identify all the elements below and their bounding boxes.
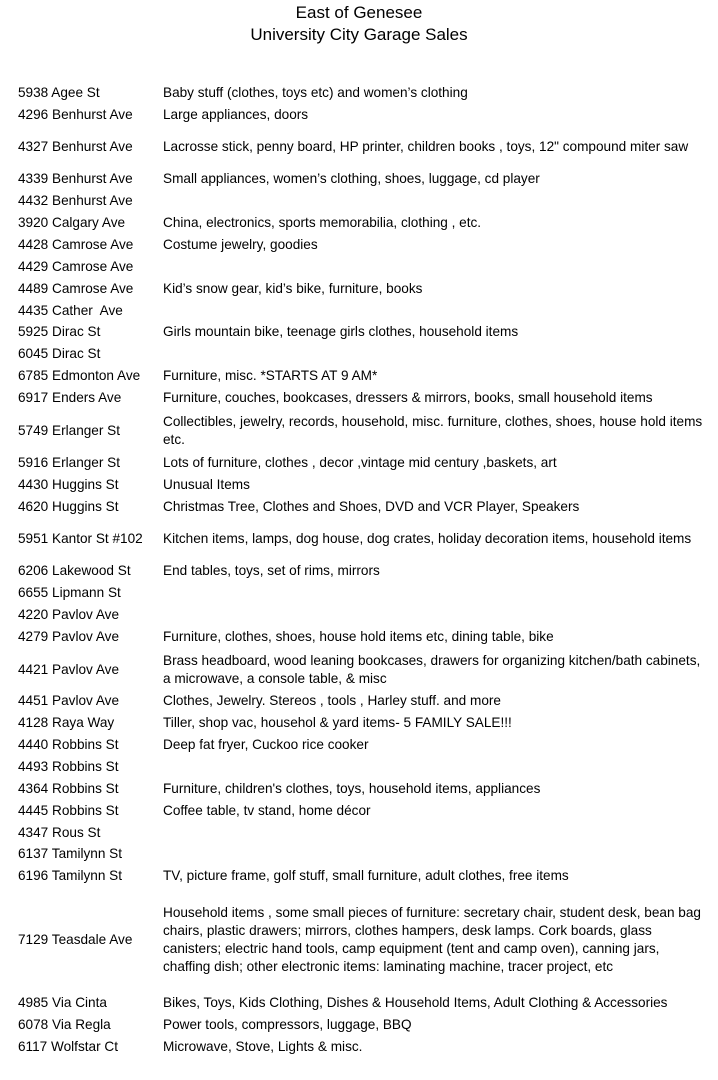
sale-address: 4296 Benhurst Ave <box>18 107 133 122</box>
sale-address: 4279 Pavlov Ave <box>18 629 120 644</box>
list-item <box>18 824 718 842</box>
list-item <box>18 628 718 646</box>
sale-address: 4985 Via Cinta <box>18 995 107 1010</box>
list-item <box>18 845 718 863</box>
list-item <box>18 280 718 298</box>
sale-address: 4493 Robbins St <box>18 759 119 774</box>
sale-address: 4339 Benhurst Ave <box>18 171 133 186</box>
sale-items: Coffee table, tv stand, home décor <box>163 803 371 818</box>
sale-items: End tables, toys, set of rims, mirrors <box>163 563 380 578</box>
sale-address: 5749 Erlanger St <box>18 423 121 438</box>
list-item <box>18 214 718 232</box>
list-item <box>18 994 718 1012</box>
sale-items: Furniture, children's clothes, toys, household items, appliances <box>163 781 541 796</box>
sale-address: 4430 Huggins St <box>18 477 119 492</box>
sale-address: 6655 Lipmann St <box>18 585 121 600</box>
sale-items: Lots of furniture, clothes , decor ,vintage mid century ,baskets, art <box>163 455 557 470</box>
sale-items: Microwave, Stove, Lights & misc. <box>163 1039 363 1054</box>
list-item <box>18 411 718 451</box>
sale-items: TV, picture frame, golf stuff, small furniture, adult clothes, free items <box>163 868 569 883</box>
sale-items: Furniture, clothes, shoes, house hold items etc, dining table, bike <box>163 629 554 644</box>
sale-address: 6045 Dirac St <box>18 346 101 361</box>
list-item <box>18 345 718 363</box>
list-item <box>18 802 718 820</box>
list-item <box>18 476 718 494</box>
sale-address: 6137 Tamilynn St <box>18 846 123 861</box>
list-item <box>18 192 718 210</box>
sale-items: Furniture, couches, bookcases, dressers & mirrors, books, small household items <box>163 390 653 405</box>
sale-items: Brass headboard, wood leaning bookcases, drawers for organizing kitchen/bath cabinets, a microwave, a console table, & misc <box>163 653 701 686</box>
list-item <box>18 584 718 602</box>
list-item <box>18 236 718 254</box>
list-item <box>18 302 718 320</box>
sale-items: Bikes, Toys, Kids Clothing, Dishes & Household Items, Adult Clothing & Accessories <box>163 995 668 1010</box>
page-subtitle: University City Garage Sales <box>250 25 468 44</box>
sale-address: 4445 Robbins St <box>18 803 119 818</box>
sale-items: Large appliances, doors <box>163 107 309 122</box>
sale-address: 6078 Via Regla <box>18 1017 111 1032</box>
list-item <box>18 498 718 516</box>
sale-address: 6117 Wolfstar Ct <box>18 1039 118 1054</box>
sale-address: 4435 Cather Ave <box>18 303 123 318</box>
list-item <box>18 562 718 580</box>
sale-items: Christmas Tree, Clothes and Shoes, DVD and VCR Player, Speakers <box>163 499 580 514</box>
sale-items: Girls mountain bike, teenage girls clothes, household items <box>163 324 519 339</box>
sale-items: Household items , some small pieces of furniture: secretary chair, student desk, bean bag chairs, plastic drawers; mirrors, clothes hampers, desk lamps. Cork boards, glass canisters; electric hand tools, camp equipment (tent and camp oven), canning jars, chaffing dish; other electronic items: laminating machine, tracer project, etc <box>163 905 701 974</box>
sale-address: 7129 Teasdale Ave <box>18 932 133 947</box>
sale-address: 6785 Edmonton Ave <box>18 368 141 383</box>
list-item <box>18 714 718 732</box>
sale-items: Kid’s snow gear, kid’s bike, furniture, books <box>163 281 423 296</box>
list-item <box>18 1038 718 1056</box>
sale-address: 4327 Benhurst Ave <box>18 139 133 154</box>
sale-address: 5925 Dirac St <box>18 324 101 339</box>
sale-address: 5938 Agee St <box>18 85 100 100</box>
list-item <box>18 454 718 472</box>
sale-address: 4220 Pavlov Ave <box>18 607 120 622</box>
list-item <box>18 780 718 798</box>
sale-items: Small appliances, women’s clothing, shoes, luggage, cd player <box>163 171 540 186</box>
sale-items: Deep fat fryer, Cuckoo rice cooker <box>163 737 369 752</box>
list-item <box>18 258 718 276</box>
sale-items: Costume jewelry, goodies <box>163 237 318 252</box>
list-item <box>18 84 718 102</box>
sale-items: Tiller, shop vac, househol & yard items- 5 FAMILY SALE!!! <box>163 715 512 730</box>
sale-items: Clothes, Jewelry. Stereos , tools , Harley stuff. and more <box>163 693 501 708</box>
list-item <box>18 902 718 978</box>
list-item <box>18 138 718 156</box>
sale-address: 4128 Raya Way <box>18 715 115 730</box>
sale-address: 5951 Kantor St #102 <box>18 531 143 546</box>
sale-address: 6206 Lakewood St <box>18 563 131 578</box>
list-item <box>18 650 718 690</box>
sale-address: 3920 Calgary Ave <box>18 215 126 230</box>
sale-items: Kitchen items, lamps, dog house, dog crates, holiday decoration items, household items <box>163 531 692 546</box>
sale-items: Lacrosse stick, penny board, HP printer, children books , toys, 12" compound miter saw <box>163 139 689 154</box>
sale-items: Collectibles, jewelry, records, household, misc. furniture, clothes, shoes, house hold items etc. <box>163 414 703 447</box>
page-header <box>0 2 718 46</box>
sale-address: 4432 Benhurst Ave <box>18 193 133 208</box>
sale-address: 4429 Camrose Ave <box>18 259 134 274</box>
sale-items: Unusual Items <box>163 477 250 492</box>
list-item <box>18 323 718 341</box>
sale-items: Baby stuff (clothes, toys etc) and women’s clothing <box>163 85 468 100</box>
sale-address: 4421 Pavlov Ave <box>18 662 120 677</box>
sale-address: 4440 Robbins St <box>18 737 119 752</box>
sale-address: 6196 Tamilynn St <box>18 868 123 883</box>
sale-address: 6917 Enders Ave <box>18 390 122 405</box>
list-item <box>18 1016 718 1034</box>
list-item <box>18 106 718 124</box>
sale-address: 4620 Huggins St <box>18 499 119 514</box>
list-item <box>18 170 718 188</box>
list-item <box>18 606 718 624</box>
sale-items: China, electronics, sports memorabilia, clothing , etc. <box>163 215 482 230</box>
list-item <box>18 736 718 754</box>
list-item <box>18 530 718 548</box>
sale-address: 5916 Erlanger St <box>18 455 121 470</box>
sale-address: 4451 Pavlov Ave <box>18 693 120 708</box>
sale-address: 4428 Camrose Ave <box>18 237 134 252</box>
list-item <box>18 367 718 385</box>
sale-address: 4364 Robbins St <box>18 781 119 796</box>
sale-address: 4489 Camrose Ave <box>18 281 134 296</box>
list-item <box>18 867 718 885</box>
page-title: East of Genesee <box>295 3 423 22</box>
list-item <box>18 758 718 776</box>
list-item <box>18 692 718 710</box>
sale-items: Furniture, misc. *STARTS AT 9 AM* <box>163 368 378 383</box>
sale-address: 4347 Rous St <box>18 825 101 840</box>
list-item <box>18 389 718 407</box>
sale-items: Power tools, compressors, luggage, BBQ <box>163 1017 412 1032</box>
